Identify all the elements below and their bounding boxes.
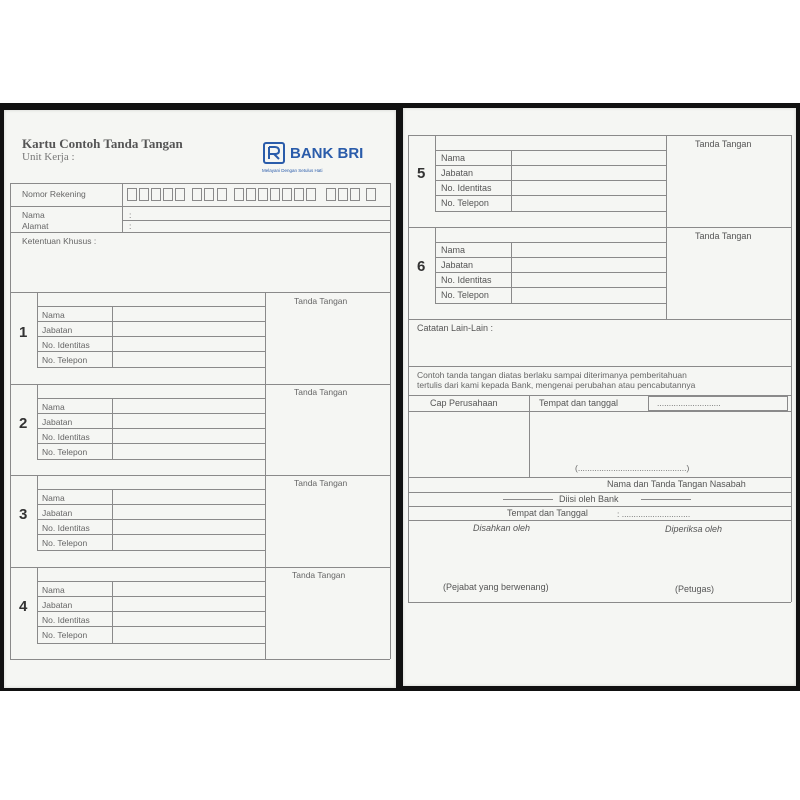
signature-label: Tanda Tangan	[292, 570, 346, 580]
left-form-page	[4, 110, 396, 688]
divider	[408, 602, 791, 603]
bank-bri-logo-icon	[263, 142, 285, 164]
divider	[641, 499, 691, 500]
divider	[408, 135, 791, 136]
divider	[10, 659, 390, 660]
field-label: No. Telepon	[42, 538, 88, 548]
field-label: No. Telepon	[441, 290, 489, 300]
divider	[435, 211, 666, 212]
divider	[112, 581, 113, 643]
divider	[37, 475, 38, 550]
divider	[435, 257, 666, 258]
bank-name: BANK BRI	[290, 145, 364, 162]
signature-label: Tanda Tangan	[294, 478, 348, 488]
divider	[37, 567, 38, 643]
divider	[265, 384, 266, 475]
field-label: Nama	[42, 310, 65, 320]
divider	[37, 504, 265, 505]
nama-field-line[interactable]	[122, 220, 390, 221]
field-label: No. Identitas	[42, 615, 90, 625]
bank-tagline: Melayani Dengan Setulus Hati	[262, 168, 323, 173]
field-label: Jabatan	[42, 600, 73, 610]
signer-number: 3	[19, 506, 28, 523]
divider	[435, 150, 666, 151]
field-label: Jabatan	[42, 508, 73, 518]
diperiksa-oleh-label: Diperiksa oleh	[665, 524, 723, 534]
field-label: Jabatan	[42, 417, 73, 427]
divider	[435, 227, 436, 303]
divider	[408, 492, 791, 493]
divider	[37, 596, 265, 597]
divider	[37, 321, 265, 322]
divider	[408, 135, 409, 602]
divider	[37, 367, 265, 368]
divider	[10, 292, 390, 293]
signature-label: Tanda Tangan	[695, 231, 752, 241]
divider	[408, 366, 791, 367]
photo-background	[0, 103, 800, 691]
notice-line: Contoh tanda tangan diatas berlaku sampai diterimanya pemberitahuan	[417, 370, 687, 380]
divider	[791, 135, 792, 602]
petugas-label: (Petugas)	[675, 584, 715, 594]
field-label: No. Telepon	[42, 355, 88, 365]
divider	[666, 135, 667, 227]
signer-number: 6	[417, 258, 426, 275]
divider	[37, 550, 265, 551]
field-label: No. Identitas	[441, 183, 492, 193]
unit-kerja-label: Unit Kerja :	[22, 151, 75, 163]
divider	[408, 520, 791, 521]
customer-name-field[interactable]: (..............................................)	[575, 463, 690, 473]
divider	[37, 459, 265, 460]
divider	[408, 506, 791, 507]
divider	[10, 232, 390, 233]
divider	[435, 180, 666, 181]
signer-number: 5	[417, 165, 426, 182]
nomor-rekening-label: Nomor Rekening	[22, 189, 86, 199]
field-label: No. Identitas	[42, 432, 90, 442]
divider	[37, 626, 265, 627]
divider	[265, 475, 266, 567]
divider	[37, 336, 265, 337]
divider	[37, 384, 38, 459]
divider	[37, 428, 265, 429]
divider	[37, 519, 265, 520]
field-label: Nama	[42, 402, 65, 412]
signer-number: 4	[19, 598, 28, 615]
tempat-tanggal-bank-field[interactable]: : .............................	[617, 509, 691, 519]
divider	[122, 183, 123, 233]
divider	[10, 183, 11, 659]
catatan-label: Catatan Lain-Lain :	[417, 323, 494, 333]
field-label: No. Telepon	[42, 447, 88, 457]
alamat-label: Alamat	[22, 221, 49, 231]
colon: :	[129, 221, 132, 231]
ketentuan-khusus-label: Ketentuan Khusus :	[22, 236, 97, 246]
tempat-tanggal-label: Tempat dan tanggal	[539, 398, 619, 408]
divider	[37, 443, 265, 444]
signer-number: 1	[19, 324, 28, 341]
divider	[37, 413, 265, 414]
field-label: Nama	[441, 153, 466, 163]
nama-ttd-nasabah-label: Nama dan Tanda Tangan Nasabah	[607, 479, 746, 489]
notice-line: tertulis dari kami kepada Bank, mengenai perubahan atau pencabutannya	[417, 380, 696, 390]
field-label: No. Identitas	[441, 275, 492, 285]
divider	[10, 475, 390, 476]
field-label: Jabatan	[441, 260, 474, 270]
right-form-page	[403, 108, 796, 686]
field-label: Jabatan	[441, 168, 474, 178]
divider	[435, 303, 666, 304]
divider	[265, 567, 266, 659]
divider	[529, 395, 530, 477]
divider	[435, 135, 436, 211]
divider	[435, 272, 666, 273]
validity-notice	[417, 370, 789, 390]
divider	[408, 227, 791, 228]
nama-label: Nama	[22, 210, 45, 220]
colon: :	[129, 210, 132, 220]
field-label: No. Telepon	[441, 198, 489, 208]
signature-label: Tanda Tangan	[294, 296, 348, 306]
divider	[10, 183, 390, 184]
divider	[503, 499, 553, 500]
cap-perusahaan-label: Cap Perusahaan	[430, 398, 498, 408]
tempat-tanggal-bank-label: Tempat dan Tanggal	[507, 508, 588, 518]
divider	[435, 165, 666, 166]
field-label: No. Telepon	[42, 630, 88, 640]
divider	[408, 319, 791, 320]
field-label: Nama	[42, 493, 65, 503]
form-title: Kartu Contoh Tanda Tangan	[22, 136, 183, 151]
divider	[37, 351, 265, 352]
signature-label: Tanda Tangan	[695, 139, 752, 149]
divider	[37, 489, 265, 490]
field-label: Jabatan	[42, 325, 73, 335]
dots: ...........................	[657, 398, 721, 408]
field-label: Nama	[441, 245, 466, 255]
divider	[435, 242, 666, 243]
pejabat-label: (Pejabat yang berwenang)	[443, 582, 549, 592]
signature-label: Tanda Tangan	[294, 387, 348, 397]
field-label: Nama	[42, 585, 65, 595]
divider	[37, 643, 265, 644]
divider	[37, 306, 265, 307]
divider	[408, 477, 791, 478]
diisi-bank-label: Diisi oleh Bank	[559, 494, 619, 504]
divider	[10, 206, 390, 207]
field-label: No. Identitas	[42, 523, 90, 533]
divider	[37, 581, 265, 582]
divider	[666, 227, 667, 319]
divider	[435, 195, 666, 196]
signer-number: 2	[19, 415, 28, 432]
divider	[408, 411, 791, 412]
divider	[37, 534, 265, 535]
divider	[390, 183, 391, 659]
divider	[37, 398, 265, 399]
divider	[37, 292, 38, 367]
disahkan-oleh-label: Disahkan oleh	[473, 523, 531, 533]
divider	[10, 567, 390, 568]
divider	[37, 611, 265, 612]
field-label: No. Identitas	[42, 340, 90, 350]
divider	[265, 292, 266, 384]
divider	[435, 287, 666, 288]
divider	[10, 384, 390, 385]
